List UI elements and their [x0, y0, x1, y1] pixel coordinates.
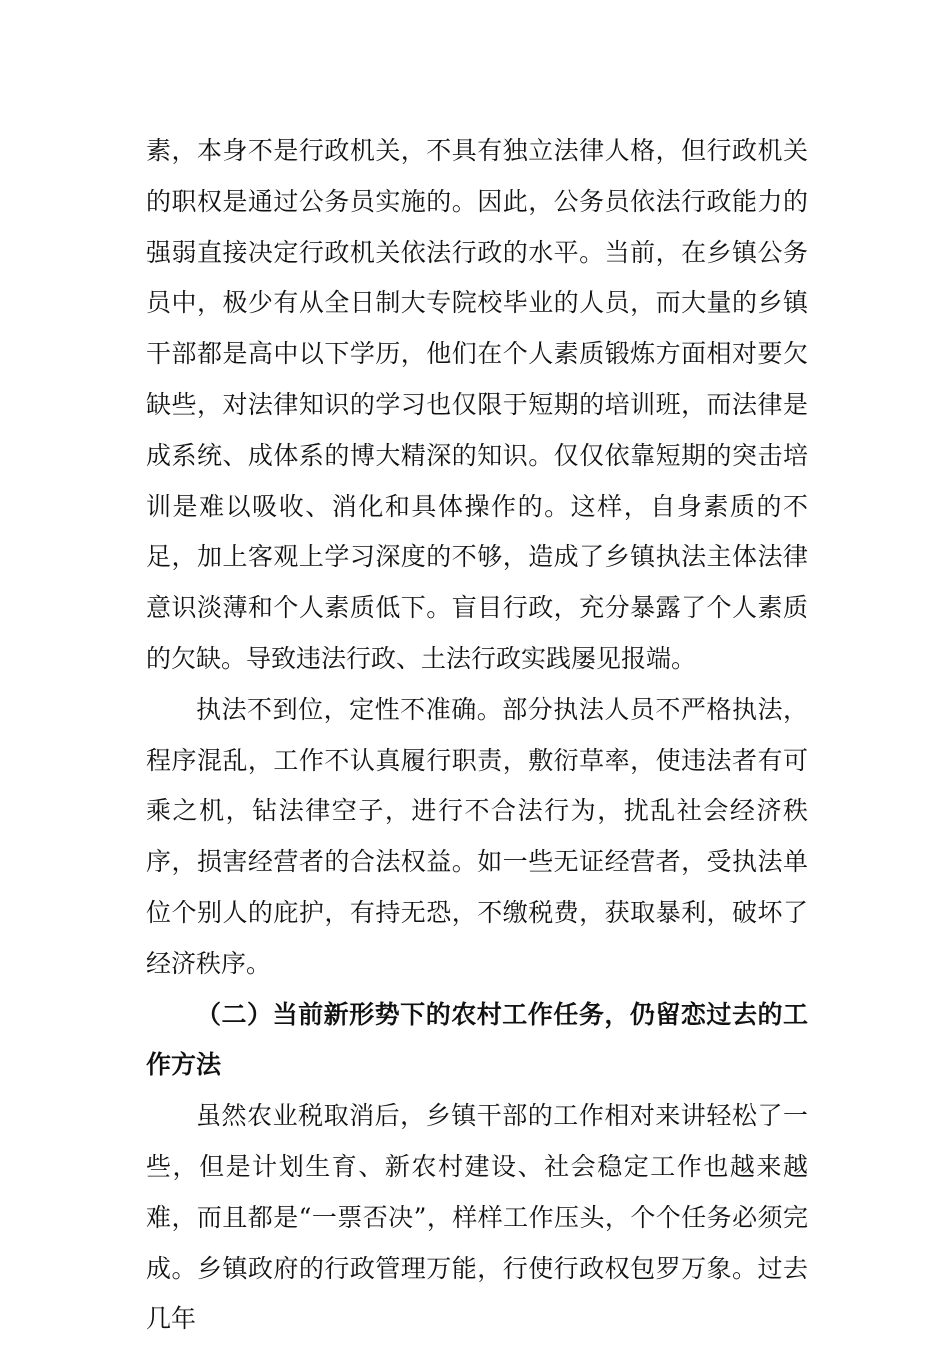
- body-paragraph-1: 素，本身不是行政机关，不具有独立法律人格，但行政机关的职权是通过公务员实施的。因此，公务员依法行政能力的强弱直接决定行政机关依法行政的水平。当前，在乡镇公务员中，极少有从全日制大专院校毕业的人员，而大量的乡镇干部都是高中以下学历，他们在个人素质锻炼方面相对要欠缺些，对法律知识的学习也仅限于短期的培训班，而法律是成系统、成体系的博大精深的知识。仅仅依靠短期的突击培训是难以吸收、消化和具体操作的。这样，自身素质的不足，加上客观上学习深度的不够，造成了乡镇执法主体法律意识淡薄和个人素质低下。盲目行政，充分暴露了个人素质的欠缺。导致违法行政、土法行政实践屡见报端。: [146, 136, 808, 673]
- document-body: [146, 126, 808, 1345]
- body-paragraph-2: 执法不到位，定性不准确。部分执法人员不严格执法，程序混乱，工作不认真履行职责，敷衍草率，使违法者有可乘之机，钻法律空子，进行不合法行为，扰乱社会经济秩序，损害经营者的合法权益。如一些无证经营者，受执法单位个别人的庇护，有持无恐，不缴税费，获取暴利，破坏了经济秩序。: [146, 694, 808, 978]
- body-paragraph-3: 虽然农业税取消后，乡镇干部的工作相对来讲轻松了一些，但是计划生育、新农村建设、社会稳定工作也越来越难，而且都是“一票否决”，样样工作压头，个个任务必须完成。乡镇政府的行政管理万能，行使行政权包罗万象。过去几年: [146, 1101, 808, 1334]
- section-heading: （二）当前新形势下的农村工作任务，仍留恋过去的工作方法: [146, 999, 808, 1080]
